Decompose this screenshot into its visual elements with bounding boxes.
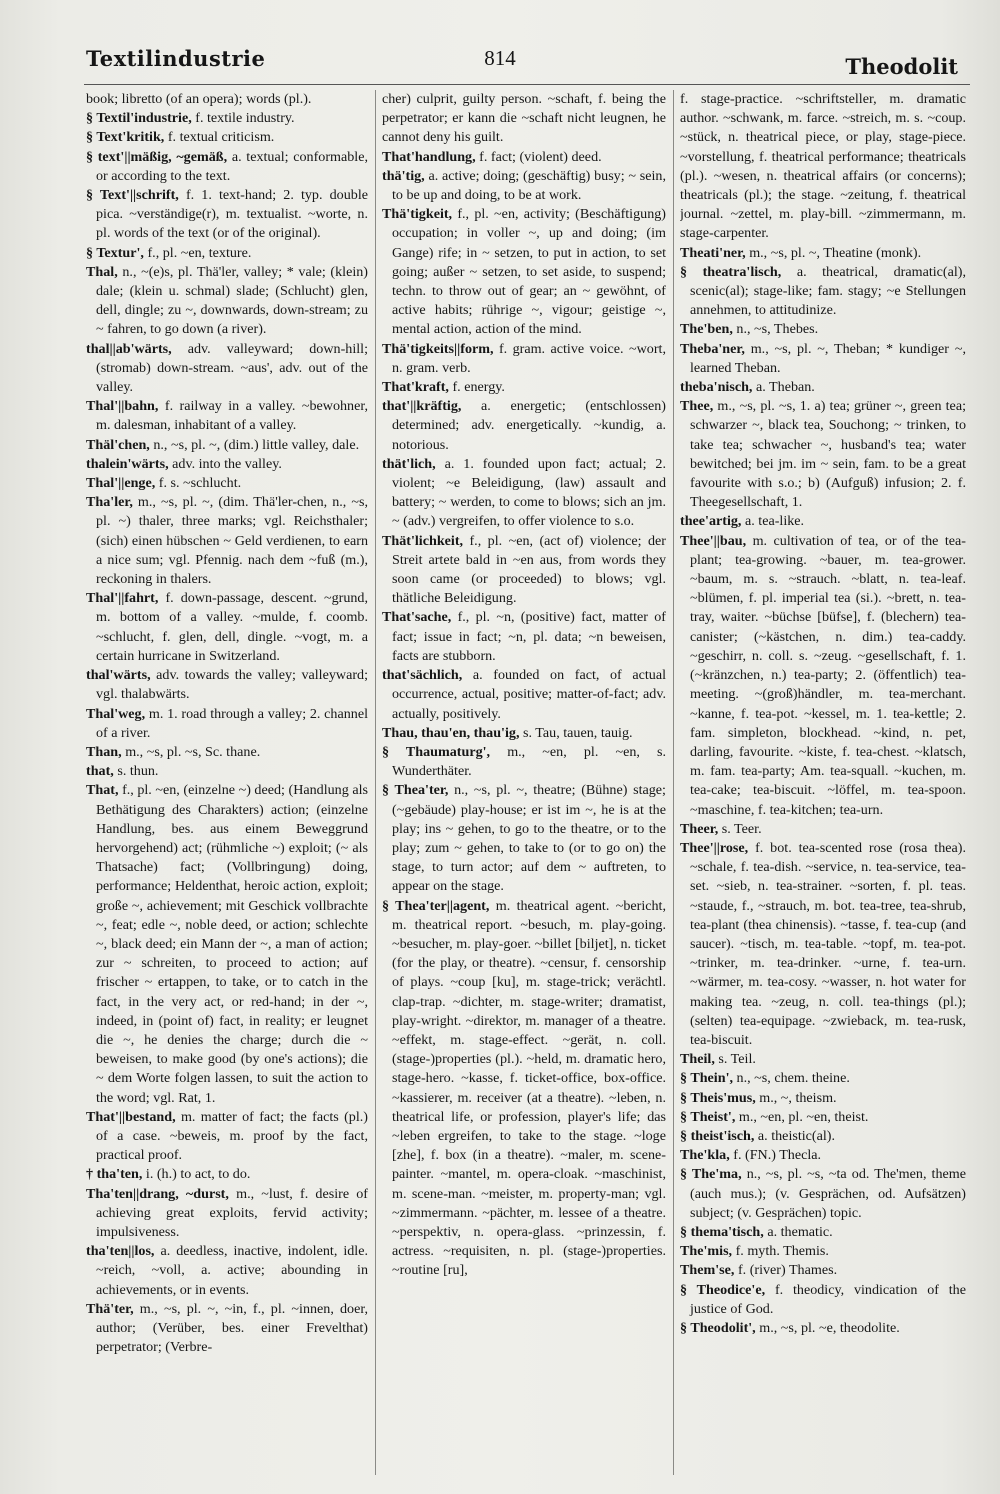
- dictionary-entry: [86, 589, 368, 666]
- entry-definition: a. founded on fact, of actual occurrence, actual, positive; matter-of-fact; adv. actually, positively.: [392, 667, 666, 722]
- entry-headword: † tha'ten,: [86, 1166, 143, 1183]
- entry-headword: that'||kräftig,: [382, 398, 462, 415]
- entry-definition: m. matter of fact; the facts (pl.) of a case. ~beweis, m. proof by the fact, practical proof.: [96, 1108, 368, 1164]
- entry-headword: § Theodice'e,: [680, 1281, 766, 1298]
- entry-definition: a. theatrical, dramatic(al), scenic(al); stage-like; fam. stagy; ~e Stellungen annehmen, to attitudinize.: [690, 263, 966, 319]
- entry-headword: The'mis,: [680, 1243, 733, 1260]
- entry-headword: Thau, thau'en, thau'ig,: [382, 724, 520, 741]
- entry-headword: That,: [86, 782, 119, 799]
- entry-headword: thalein'wärts,: [86, 455, 169, 472]
- dictionary-entry: [86, 128, 368, 147]
- entry-headword: Thä'tigkeit,: [382, 206, 453, 223]
- dictionary-entry: [86, 340, 368, 398]
- dictionary-entry: [382, 897, 666, 1281]
- entry-definition: m., ~s, pl. ~e, theodolite.: [759, 1320, 900, 1336]
- entry-headword: § text'||mäßig, ~gemäß,: [86, 148, 228, 165]
- entry-headword: That'kraft,: [382, 379, 449, 396]
- entry-definition: f., pl. ~en, (act of) violence; der Streit artete bald in ~en aus, from words they soon came (or proceeded) to blows; vgl. thätliche Beleidigung.: [392, 532, 666, 607]
- entry-definition: m. theatrical agent. ~bericht, m. theatrical report. ~besuch, m. play-going. ~besucher, m. play-goer. ~billet [biljet], n. ticket (for the play, or theatre). ~censur, f. censorship of plays. ~coup [ku], m. stage-trick; verächtl. clap-trap. ~dichter, m. stage-writer; dramatist, play-wright. ~direktor, m. manager of a theatre. ~effekt, m. stage-effect. ~gerät, n. coll. (stage-)properties (pl.). ~held, m. dramatic hero, stage-hero. ~kasse, f. ticket-office, box-office. ~kassierer, m. receiver (at a theatre). ~leben, n. theatrical life, or profession, player's life; das ~leben ergreifen, to take to the stage. ~loge [zhe], f. box (in a theatre). ~maler, m. scene-painter. ~mantel, m. opera-cloak. ~maschinist, m. scene-man. ~meister, m. property-man; vgl. ~zimmermann. ~pächter, m. lessee of a theatre. ~perspektiv, n. opera-glass. ~prinzessin, f. actress. ~requisiten, n. pl. (stage-)properties. ~routine [ru],: [392, 897, 666, 1279]
- dictionary-entry: [86, 762, 368, 781]
- entry-headword: thät'lich,: [382, 455, 436, 472]
- entry-definition: n., ~s, pl. ~s, ~ta od. The'men, theme (auch mus.); (v. Gesprächen, od. Aufsätzen) subject; (v. Gesprächen) topic.: [690, 1166, 966, 1221]
- dictionary-entry: [680, 1089, 966, 1108]
- entry-definition: a. textual; conformable, or according to the text.: [96, 148, 368, 184]
- dictionary-entry: [86, 436, 368, 455]
- entry-definition: f. (FN.) Thecla.: [733, 1147, 822, 1164]
- entry-headword: § theatra'lisch,: [680, 263, 782, 280]
- entry-headword: thä'tig,: [382, 167, 425, 184]
- dictionary-entry: [382, 167, 666, 205]
- dictionary-entry: [680, 1281, 966, 1319]
- column-2: [382, 90, 666, 1480]
- dictionary-entry: [680, 1108, 966, 1127]
- entry-headword: Theil,: [680, 1051, 715, 1068]
- entry-headword: § Theist',: [680, 1108, 736, 1125]
- entry-headword: thal||ab'wärts,: [86, 340, 172, 357]
- entry-headword: § thema'tisch,: [680, 1223, 764, 1240]
- entry-headword: Thäl'chen,: [86, 436, 150, 453]
- entry-headword: § Thein',: [680, 1070, 734, 1087]
- entry-definition: f. (river) Thames.: [737, 1262, 838, 1279]
- dictionary-entry: [680, 1261, 966, 1280]
- dictionary-entry: [382, 608, 666, 666]
- dictionary-entry: [680, 839, 966, 1050]
- entry-definition: n., ~s, chem. theine.: [736, 1070, 850, 1087]
- page-header: [0, 40, 1000, 80]
- dictionary-entry: [680, 263, 966, 321]
- dictionary-entry: [86, 666, 368, 704]
- entry-definition: a. active; doing; (geschäftig) busy; ~ sein, to be up and doing, to be at work.: [392, 167, 666, 204]
- header-rule: [84, 84, 970, 85]
- entry-headword: The'ben,: [680, 321, 733, 338]
- entry-headword: § theist'isch,: [680, 1127, 755, 1144]
- entry-definition: f. fact; (violent) deed.: [479, 148, 602, 165]
- dictionary-entry: [382, 455, 666, 532]
- entry-headword: Thal'||enge,: [86, 475, 156, 492]
- entry-definition: m., ~, theism.: [759, 1089, 837, 1106]
- entry-definition: m., ~s, pl. ~, Theatine (monk).: [749, 244, 922, 261]
- dictionary-entry: [680, 1127, 966, 1146]
- entry-definition: f. stage-practice. ~schriftsteller, m. dramatic author. ~schwank, m. farce. ~streich, m. s. ~coup. ~stück, n. theatrical piece, or play, stage-piece. ~vorstellung, f. theatrical performance; theatricals (pl.). ~wesen, n. theatrical affairs (or concerns); theatricals (pl.); the stage. ~zeitung, f. theatrical journal. ~zettel, m. play-bill. ~zimmermann, m. stage-carpenter.: [680, 91, 966, 242]
- entry-definition: f. myth. Themis.: [735, 1243, 829, 1260]
- dictionary-entry: [680, 378, 966, 397]
- entry-headword: tha'ten||los,: [86, 1243, 155, 1260]
- entry-definition: a. thematic.: [767, 1223, 833, 1240]
- dictionary-entry: [680, 340, 966, 378]
- entry-definition: f., pl. ~en, activity; (Beschäftigung) occupation; in voller ~, up and doing; (im Gange) rife; in ~ setzen, to put in action, to set going; außer ~ setzen, to set aside, to suspend; techn. to throw out of gear; an ~ gewöhnt, of active habits; rührige ~, vigour; geistige ~, mental action, action of the mind.: [392, 206, 666, 338]
- dictionary-entry: [680, 244, 966, 263]
- entry-headword: The'kla,: [680, 1147, 730, 1164]
- entry-definition: i. (h.) to act, to do.: [145, 1166, 251, 1183]
- dictionary-entry: [382, 743, 666, 781]
- dictionary-entry: [382, 532, 666, 609]
- entry-definition: f. bot. tea-scented rose (rosa thea). ~schale, f. tea-dish. ~service, n. tea-service, tea-set. ~sieb, n. tea-strainer. ~sorten, f. pl. teas. ~staude, f., ~strauch, m. bot. tea-tree, tea-shrub, tea-plant (thea chinensis). ~tasse, f. tea-cup (and saucer). ~tisch, m. tea-table. ~topf, m. tea-pot. ~trinker, m. tea-drinker. ~urne, f. tea-urn. ~wärmer, m. tea-cosy. ~wasser, n. hot water for making tea. ~zeug, n. coll. tea-things (pl.); (selten) tea-equipage. ~zwieback, m. tea-rusk, tea-biscuit.: [690, 839, 966, 1048]
- entry-definition: cher) culprit, guilty person. ~schaft, f. being the perpetrator; er kann die ~schaft nicht leugnen, he cannot deny his guilt.: [382, 91, 666, 146]
- entry-definition: a. tea-like.: [744, 513, 805, 530]
- entry-headword: § Textur',: [86, 244, 144, 261]
- entry-headword: Thät'lichkeit,: [382, 532, 464, 549]
- entry-definition: m., ~s, pl. ~, Theban; * kundiger ~, learned Theban.: [690, 340, 966, 376]
- dictionary-entry: [86, 1300, 368, 1358]
- entry-definition: f. textile industry.: [195, 110, 295, 127]
- entry-headword: Thee'||rose,: [680, 839, 749, 856]
- dictionary-entry: [382, 724, 666, 743]
- column-1: [86, 90, 368, 1480]
- dictionary-entry: [86, 474, 368, 493]
- dictionary-entry: [382, 781, 666, 896]
- entry-definition: f. theodicy, vindication of the justice of God.: [690, 1281, 966, 1317]
- dictionary-entry: [382, 397, 666, 455]
- dictionary-entry: [86, 1108, 368, 1166]
- entry-headword: That'sache,: [382, 609, 452, 626]
- entry-definition: m., ~lust, f. desire of achieving great exploits, fervid activity; impulsiveness.: [96, 1185, 368, 1240]
- entry-headword: That'handlung,: [382, 148, 476, 165]
- entry-headword: Thee,: [680, 398, 714, 415]
- column-divider: [673, 90, 674, 1475]
- dictionary-entry: [86, 397, 368, 435]
- dictionary-entry: [86, 1165, 368, 1184]
- dictionary-entry: [86, 1185, 368, 1243]
- entry-definition: f., pl. ~en, texture.: [147, 244, 252, 261]
- entry-headword: § The'ma,: [680, 1166, 742, 1183]
- header-right-catchword: Theodolit: [845, 54, 958, 79]
- dictionary-entry: [86, 455, 368, 474]
- dictionary-entry: [680, 1242, 966, 1261]
- entry-definition: f. energy.: [452, 379, 505, 396]
- entry-headword: that,: [86, 763, 114, 780]
- entry-definition: f. gram. active voice. ~wort, n. gram. verb.: [392, 340, 666, 376]
- entry-definition: m., ~s, pl. ~, ~in, f., pl. ~innen, doer, author; (Verüber, bes. einer Frevelthat) perpetrator; (Verbre-: [96, 1300, 368, 1356]
- dictionary-entry: [680, 820, 966, 839]
- entry-headword: Theati'ner,: [680, 244, 746, 261]
- dictionary-entry: [382, 205, 666, 339]
- dictionary-entry: [680, 1319, 966, 1338]
- entry-headword: Thal'||bahn,: [86, 398, 159, 415]
- entry-headword: That'||bestand,: [86, 1108, 176, 1125]
- entry-definition: m. 1. road through a valley; 2. channel of a river.: [96, 705, 368, 741]
- entry-definition: s. thun.: [117, 763, 159, 780]
- entry-definition: s. Teil.: [718, 1051, 756, 1068]
- entry-definition: adv. valleyward; down-hill; (stromab) down-stream. ~aus', adv. out of the valley.: [96, 340, 368, 396]
- entry-definition: s. Tau, tauen, tauig.: [523, 724, 633, 741]
- dictionary-entry: [382, 378, 666, 397]
- dictionary-entry: [680, 532, 966, 820]
- entry-headword: § Thea'ter||agent,: [382, 897, 490, 914]
- entry-headword: thal'wärts,: [86, 667, 151, 684]
- entry-headword: that'sächlich,: [382, 667, 463, 684]
- entry-definition: a. 1. founded upon fact; actual; 2. violent; ~e Beleidigung, (law) assault and battery; ~ werden, to come to blows; sich an jm. ~ (adv.) vergreifen, to offer violence to s.o.: [392, 455, 666, 530]
- entry-headword: § Theis'mus,: [680, 1089, 756, 1106]
- dictionary-entry: [86, 148, 368, 186]
- entry-definition: a. energetic; (entschlossen) determined; adv. energetically. ~kundig, a. notorious.: [392, 398, 666, 453]
- entry-headword: theba'nisch,: [680, 379, 753, 396]
- entry-headword: Tha'ler,: [86, 494, 133, 511]
- entry-headword: § Thea'ter,: [382, 782, 449, 799]
- entry-headword: Thä'ter,: [86, 1300, 134, 1317]
- entry-headword: Thal'||fahrt,: [86, 590, 159, 607]
- entry-definition: f., pl. ~en, (einzelne ~) deed; (Handlung als Bethätigung des Charakters) action; (einzelne Handlung, bes. aus einem Beweggrund hervorgehend) act; (rühmliche ~) exploit; (~ als Thatsache) fact; (Vollbringung) doing, performance; Heldenthat, heroic action, exploit; große ~, achievement; mit Geschick vollbrachte ~, feat; edle ~, noble deed, or action; schlechte ~, black deed; ein Mann der ~, a man of action; zur ~ schreiten, to proceed to action; auf frischer ~ ertappen, to take, or to catch in the fact, in the very act, or red-hand; in der ~, indeed, in (point of) fact, in reality; er leugnet die ~, he denies the charge; durch die ~ beweisen, to make good (by one's actions); die ~ dem Worte folgen lassen, to suit the action to the word; vgl. Rat, 1.: [96, 782, 368, 1106]
- entry-headword: Tha'ten||drang, ~durst,: [86, 1185, 229, 1202]
- entry-headword: § Text'kritik,: [86, 129, 165, 146]
- entry-definition: a. Theban.: [755, 379, 815, 396]
- entry-definition: m., ~en, pl. ~en, theist.: [738, 1108, 869, 1125]
- dictionary-entry: [680, 1165, 966, 1223]
- page-number: 814: [484, 46, 516, 70]
- column-divider: [375, 90, 376, 1475]
- entry-headword: Thä'tigkeits||form,: [382, 340, 494, 357]
- entry-headword: Them'se,: [680, 1262, 735, 1279]
- dictionary-entry: [680, 1223, 966, 1242]
- entry-definition: m., ~s, pl. ~, (dim. Thä'ler-chen, n., ~s, pl. ~) thaler, three marks; vgl. Reichsthaler; (sich) einen hübschen ~ Geld verdienen, to earn a nice sum; vgl. Pfennig. nach dem ~fuß (m.), reckoning in thalers.: [96, 494, 368, 588]
- dictionary-entry: [86, 781, 368, 1107]
- entry-definition: f. railway in a valley. ~bewohner, m. dalesman, inhabitant of a valley.: [96, 398, 368, 434]
- column-3: [680, 90, 966, 1480]
- entry-definition: n., ~s, pl. ~, (dim.) little valley, dale.: [153, 436, 360, 453]
- entry-headword: § Theodolit',: [680, 1320, 756, 1336]
- entry-definition: m., ~en, pl. ~en, s. Wunderthäter.: [392, 743, 666, 780]
- dictionary-entry: [86, 1242, 368, 1300]
- dictionary-entry: [382, 90, 666, 148]
- entry-definition: a. deedless, inactive, indolent, idle. ~reich, ~voll, a. active; abounding in achievements, or in events.: [96, 1243, 368, 1298]
- dictionary-entry: [86, 186, 368, 244]
- entry-definition: n., ~s, Thebes.: [736, 321, 819, 338]
- header-left-catchword: Textilindustrie: [86, 46, 266, 71]
- entry-headword: Theba'ner,: [680, 340, 745, 357]
- entry-headword: Theer,: [680, 820, 719, 837]
- dictionary-entry: [86, 90, 368, 109]
- dictionary-entry: [680, 512, 966, 531]
- entry-definition: f. down-passage, descent. ~grund, m. bottom of a valley. ~mulde, f. coomb. ~schlucht, f. glen, dell, dingle. ~vogt, m. a certain hurricane in Switzerland.: [96, 590, 368, 664]
- entry-headword: Thee'||bau,: [680, 532, 747, 549]
- entry-headword: § Textil'industrie,: [86, 110, 192, 127]
- dictionary-entry: [382, 340, 666, 378]
- entry-headword: § Thaumaturg',: [382, 743, 491, 760]
- dictionary-entry: [382, 148, 666, 167]
- dictionary-entry: [680, 320, 966, 339]
- dictionary-entry: [680, 1050, 966, 1069]
- entry-headword: Thal,: [86, 263, 118, 280]
- entry-definition: f. textual criticism.: [167, 129, 275, 146]
- entry-definition: n., ~(e)s, pl. Thä'ler, valley; * vale; (klein) dale; (klein u. schmal) slade; (Schlucht) glen, dell, dingle; zu ~, downwards, down-stream; zu ~ fahren, to go down (a river).: [96, 263, 368, 338]
- entry-definition: n., ~s, pl. ~, theatre; (Bühne) stage; (~gebäude) play-house; er ist im ~, he is at the play; ins ~ gehen, to go to the theatre, or to the play; zum ~ gehen, to take to (or to go on) the stage, to turn actor; auf dem ~ auftreten, to appear on the stage.: [392, 782, 666, 895]
- dictionary-entry: [382, 666, 666, 724]
- entry-definition: m. cultivation of tea, or of the tea-plant; tea-growing. ~bauer, m. tea-grower. ~baum, m. s. ~strauch. ~blatt, n. tea-leaf. ~blümen, f. pl. imperial tea (si.). ~brett, n. tea-tray, waiter. ~büchse [büfse], f. (blechern) tea-canister; (~kästchen, n. dim.) tea-caddy. ~geschirr, n. coll. s. ~zeug. ~gesellschaft, f. 1. (~kränzchen, n.) tea-party; 2. (öffentlich) tea-meeting. ~(groß)händler, m. tea-merchant. ~kanne, f. tea-pot. ~kessel, m. 1. tea-kettle; 2. fam. simpleton, blockhead. ~kind, n. pet, darling, favourite. ~kiste, f. tea-chest. ~klatsch, m. fam. tea-party; Am. tea-squall. ~kuchen, m. tea-cake; tea-biscuit. ~löffel, m. tea-spoon. ~maschine, f. tea-kitchen; tea-urn.: [690, 532, 966, 818]
- dictionary-entry: [86, 743, 368, 762]
- entry-headword: Than,: [86, 743, 122, 760]
- dictionary-entry: [680, 397, 966, 512]
- entry-definition: adv. towards the valley; valleyward; vgl. thalabwärts.: [96, 667, 368, 703]
- entry-definition: f. s. ~schlucht.: [158, 475, 242, 492]
- dictionary-entry: [680, 90, 966, 244]
- entry-definition: book; libretto (of an opera); words (pl.).: [86, 91, 312, 107]
- entry-definition: adv. into the valley.: [172, 455, 282, 472]
- dictionary-entry: [86, 705, 368, 743]
- dictionary-entry: [86, 493, 368, 589]
- entry-definition: f. 1. text-hand; 2. typ. double pica. ~verständige(r), m. textualist. ~worte, n. pl. words of the text (or of the original).: [96, 187, 368, 242]
- entry-headword: § Text'||schrift,: [86, 187, 179, 204]
- dictionary-entry: [680, 1146, 966, 1165]
- dictionary-entry: [86, 263, 368, 340]
- entry-definition: f., pl. ~n, (positive) fact, matter of fact; issue in fact; ~n, pl. data; ~n beweisen, facts are stubborn.: [392, 609, 666, 664]
- entry-headword: thee'artig,: [680, 513, 742, 530]
- entry-definition: a. theistic(al).: [757, 1127, 836, 1144]
- entry-definition: s. Teer.: [721, 820, 762, 837]
- dictionary-entry: [86, 109, 368, 128]
- dictionary-entry: [680, 1069, 966, 1088]
- entry-headword: Thal'weg,: [86, 705, 146, 722]
- entry-definition: m., ~s, pl. ~s, 1. a) tea; grüner ~, green tea; schwarzer ~, black tea, Souchong; ~ trinken, to take tea; schwacher ~, husband's tea; water bewitched; bei jm. im ~ sein, fam. to be a great favourite with s.o.; b) (Aufguß) infusion; 2. f. Theegesellschaft, 1.: [690, 398, 966, 511]
- entry-definition: m., ~s, pl. ~s, Sc. thane.: [125, 743, 261, 760]
- dictionary-entry: [86, 244, 368, 263]
